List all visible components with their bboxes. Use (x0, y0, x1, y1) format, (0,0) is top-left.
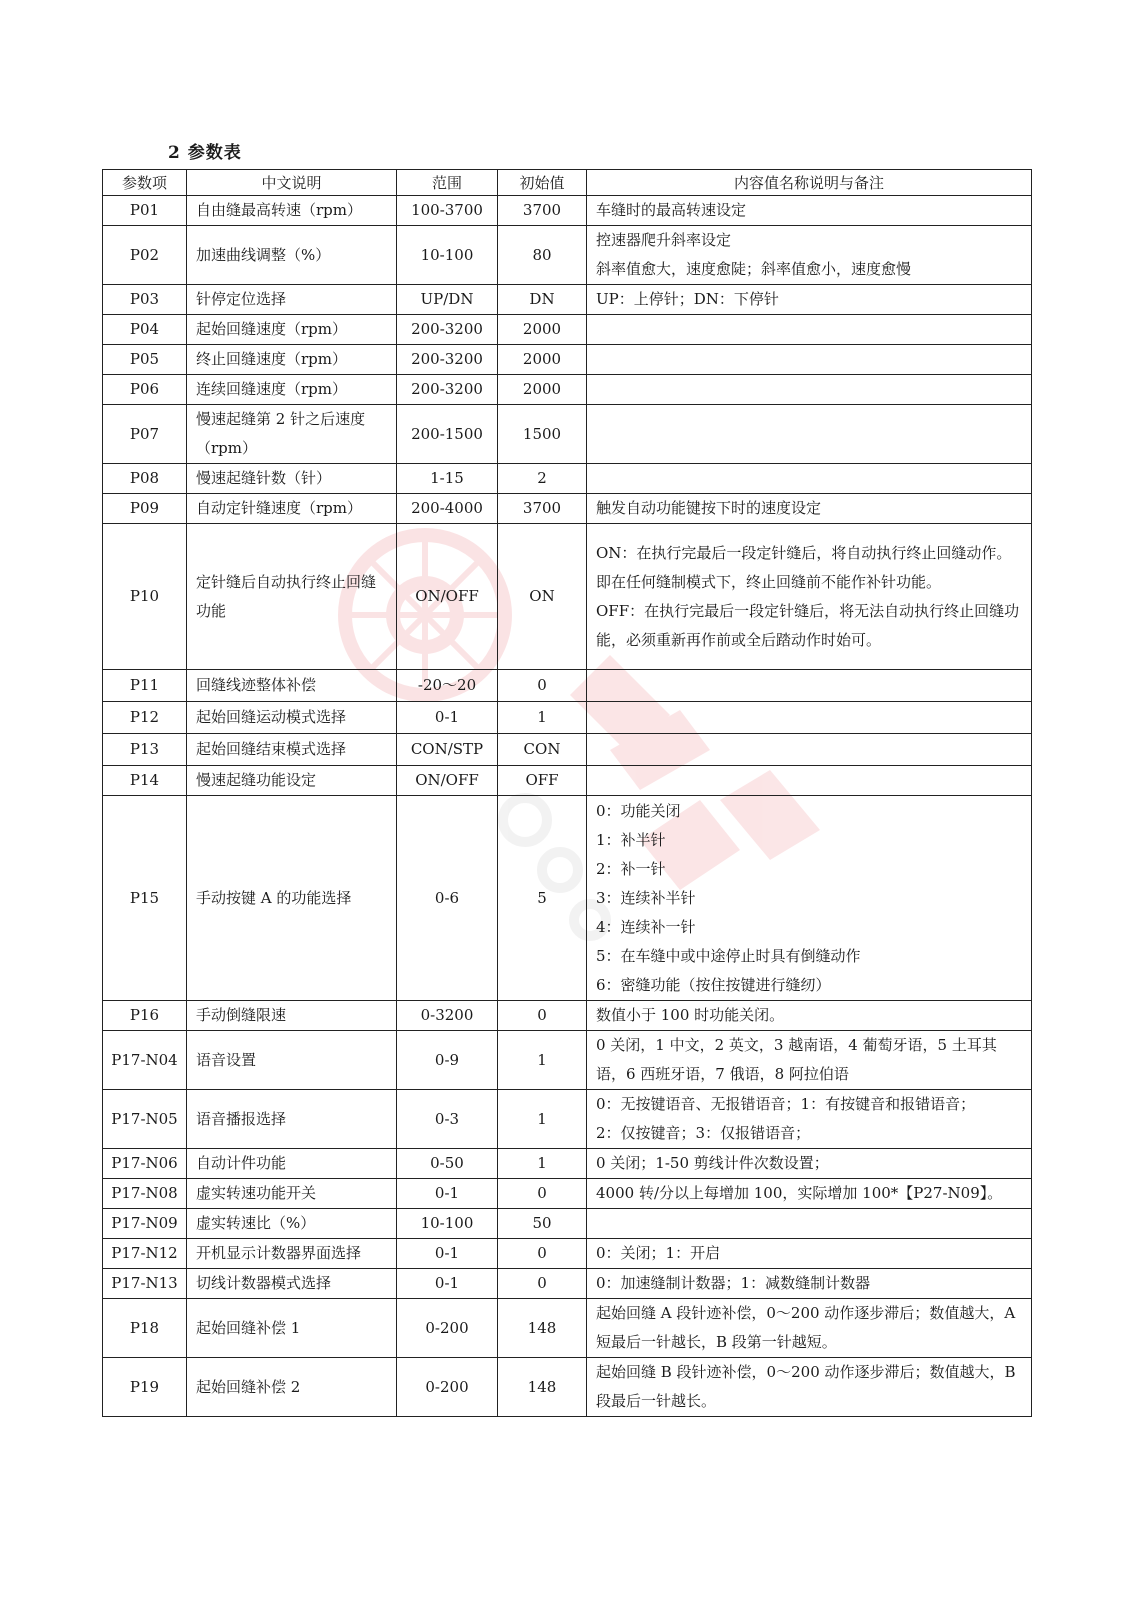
param-id: P13 (103, 734, 187, 766)
parameter-table (102, 169, 1032, 1417)
param-range: 200-4000 (397, 494, 498, 524)
table-row (103, 196, 1032, 226)
header-param-id: 参数项 (103, 170, 187, 196)
param-range: 200-3200 (397, 345, 498, 375)
table-row (103, 1001, 1032, 1031)
param-range: 10-100 (397, 1209, 498, 1239)
param-id: P03 (103, 285, 187, 315)
param-range: ON/OFF (397, 766, 498, 796)
param-default: 0 (498, 1179, 587, 1209)
table-row (103, 315, 1032, 345)
param-name: 慢速起缝第 2 针之后速度（rpm） (187, 405, 397, 464)
param-range: 0-3200 (397, 1001, 498, 1031)
param-default: 0 (498, 670, 587, 702)
param-default: 148 (498, 1299, 587, 1358)
param-default: 3700 (498, 494, 587, 524)
table-row (103, 796, 1032, 1001)
param-id: P17-N12 (103, 1239, 187, 1269)
param-name: 定针缝后自动执行终止回缝功能 (187, 524, 397, 670)
param-range: 0-1 (397, 1269, 498, 1299)
param-name: 自由缝最高转速（rpm） (187, 196, 397, 226)
table-row (103, 524, 1032, 670)
param-default: 0 (498, 1269, 587, 1299)
param-id: P17-N04 (103, 1031, 187, 1090)
table-row (103, 1149, 1032, 1179)
param-default: 2000 (498, 375, 587, 405)
param-range: ON/OFF (397, 524, 498, 670)
header-description: 中文说明 (187, 170, 397, 196)
table-row (103, 1090, 1032, 1149)
param-range: 200-1500 (397, 405, 498, 464)
param-note (587, 702, 1032, 734)
table-row (103, 405, 1032, 464)
param-name: 终止回缝速度（rpm） (187, 345, 397, 375)
param-note (587, 405, 1032, 464)
param-default: 2 (498, 464, 587, 494)
param-name: 慢速起缝针数（针） (187, 464, 397, 494)
table-row (103, 702, 1032, 734)
param-default: CON (498, 734, 587, 766)
param-name: 开机显示计数器界面选择 (187, 1239, 397, 1269)
param-id: P14 (103, 766, 187, 796)
param-note: 0：功能关闭 1：补半针 2：补一针 3：连续补半针 4：连续补一针 5：在车缝中或中途停止时具有倒缝动作 6：密缝功能（按住按键进行缝纫） (587, 796, 1032, 1001)
param-id: P16 (103, 1001, 187, 1031)
param-name: 起始回缝结束模式选择 (187, 734, 397, 766)
param-name: 针停定位选择 (187, 285, 397, 315)
param-name: 自动定针缝速度（rpm） (187, 494, 397, 524)
param-note: 0：无按键语音、无报错语音；1：有按键音和报错语音； 2：仅按键音；3：仅报错语音； (587, 1090, 1032, 1149)
table-row (103, 670, 1032, 702)
table-row (103, 734, 1032, 766)
param-default: 148 (498, 1358, 587, 1417)
param-id: P10 (103, 524, 187, 670)
table-row (103, 1031, 1032, 1090)
param-name: 切线计数器模式选择 (187, 1269, 397, 1299)
param-name: 手动倒缝限速 (187, 1001, 397, 1031)
param-id: P05 (103, 345, 187, 375)
header-default: 初始值 (498, 170, 587, 196)
param-note: 起始回缝 B 段针迹补偿，0～200 动作逐步滞后；数值越大，B 段最后一针越长。 (587, 1358, 1032, 1417)
table-header-row (103, 170, 1032, 196)
param-default: 50 (498, 1209, 587, 1239)
table-row (103, 1299, 1032, 1358)
param-default: 1500 (498, 405, 587, 464)
param-default: ON (498, 524, 587, 670)
param-range: -20～20 (397, 670, 498, 702)
param-range: 0-1 (397, 1239, 498, 1269)
param-range: 0-6 (397, 796, 498, 1001)
param-range: 0-200 (397, 1358, 498, 1417)
param-name: 虚实转速比（%） (187, 1209, 397, 1239)
param-range: 0-3 (397, 1090, 498, 1149)
param-note: 0 关闭；1-50 剪线计件次数设置； (587, 1149, 1032, 1179)
param-default: 1 (498, 702, 587, 734)
param-id: P06 (103, 375, 187, 405)
param-name: 起始回缝补偿 2 (187, 1358, 397, 1417)
param-id: P08 (103, 464, 187, 494)
param-note (587, 670, 1032, 702)
param-id: P12 (103, 702, 187, 734)
param-default: 1 (498, 1149, 587, 1179)
table-row (103, 1358, 1032, 1417)
param-range: 1-15 (397, 464, 498, 494)
param-default: 0 (498, 1239, 587, 1269)
param-id: P11 (103, 670, 187, 702)
param-id: P17-N09 (103, 1209, 187, 1239)
param-note: 车缝时的最高转速设定 (587, 196, 1032, 226)
param-note: UP：上停针；DN：下停针 (587, 285, 1032, 315)
param-range: 0-9 (397, 1031, 498, 1090)
param-default: 3700 (498, 196, 587, 226)
section-title: 2 参数表 (168, 143, 242, 163)
param-range: 0-50 (397, 1149, 498, 1179)
table-row (103, 345, 1032, 375)
param-note: 0：加速缝制计数器；1：减数缝制计数器 (587, 1269, 1032, 1299)
param-default: 5 (498, 796, 587, 1001)
table-row (103, 1269, 1032, 1299)
param-id: P18 (103, 1299, 187, 1358)
param-default: DN (498, 285, 587, 315)
param-note (587, 345, 1032, 375)
param-name: 手动按键 A 的功能选择 (187, 796, 397, 1001)
param-range: 200-3200 (397, 375, 498, 405)
param-range: 200-3200 (397, 315, 498, 345)
param-note: 0 关闭，1 中文，2 英文，3 越南语，4 葡萄牙语，5 土耳其语，6 西班牙语，7 俄语，8 阿拉伯语 (587, 1031, 1032, 1090)
param-default: OFF (498, 766, 587, 796)
param-range: 100-3700 (397, 196, 498, 226)
param-note (587, 1209, 1032, 1239)
param-name: 起始回缝补偿 1 (187, 1299, 397, 1358)
param-note: 0：关闭；1：开启 (587, 1239, 1032, 1269)
table-row (103, 1209, 1032, 1239)
param-id: P17-N08 (103, 1179, 187, 1209)
param-range: CON/STP (397, 734, 498, 766)
param-name: 语音播报选择 (187, 1090, 397, 1149)
param-note: 触发自动功能键按下时的速度设定 (587, 494, 1032, 524)
param-id: P15 (103, 796, 187, 1001)
param-range: 0-1 (397, 1179, 498, 1209)
table-row (103, 1239, 1032, 1269)
param-default: 0 (498, 1001, 587, 1031)
table-row (103, 226, 1032, 285)
param-name: 自动计件功能 (187, 1149, 397, 1179)
param-range: 10-100 (397, 226, 498, 285)
param-name: 加速曲线调整（%） (187, 226, 397, 285)
param-id: P17-N13 (103, 1269, 187, 1299)
param-note (587, 315, 1032, 345)
param-note: 4000 转/分以上每增加 100，实际增加 100*【P27-N09】。 (587, 1179, 1032, 1209)
param-id: P02 (103, 226, 187, 285)
param-note: 起始回缝 A 段针迹补偿，0～200 动作逐步滞后；数值越大，A 短最后一针越长，B 段第一针越短。 (587, 1299, 1032, 1358)
param-note: ON：在执行完最后一段定针缝后，将自动执行终止回缝动作。即在任何缝制模式下，终止回缝前不能作补针功能。 OFF：在执行完最后一段定针缝后，将无法自动执行终止回缝功能，必须重新再作前或全后踏动作时始可。 (587, 524, 1032, 670)
param-id: P17-N06 (103, 1149, 187, 1179)
param-id: P07 (103, 405, 187, 464)
param-default: 2000 (498, 345, 587, 375)
param-id: P09 (103, 494, 187, 524)
param-range: 0-1 (397, 702, 498, 734)
param-id: P17-N05 (103, 1090, 187, 1149)
param-note (587, 766, 1032, 796)
table-row (103, 766, 1032, 796)
param-range: UP/DN (397, 285, 498, 315)
param-name: 起始回缝速度（rpm） (187, 315, 397, 345)
param-id: P04 (103, 315, 187, 345)
table-row (103, 375, 1032, 405)
param-name: 起始回缝运动模式选择 (187, 702, 397, 734)
param-name: 语音设置 (187, 1031, 397, 1090)
table-row (103, 1179, 1032, 1209)
param-default: 1 (498, 1031, 587, 1090)
param-range: 0-200 (397, 1299, 498, 1358)
param-note: 控速器爬升斜率设定 斜率值愈大，速度愈陡；斜率值愈小，速度愈慢 (587, 226, 1032, 285)
header-notes: 内容值名称说明与备注 (587, 170, 1032, 196)
param-name: 回缝线迹整体补偿 (187, 670, 397, 702)
param-note: 数值小于 100 时功能关闭。 (587, 1001, 1032, 1031)
param-id: P01 (103, 196, 187, 226)
param-default: 1 (498, 1090, 587, 1149)
param-name: 虚实转速功能开关 (187, 1179, 397, 1209)
param-default: 2000 (498, 315, 587, 345)
table-row (103, 285, 1032, 315)
param-note (587, 375, 1032, 405)
param-note (587, 464, 1032, 494)
header-range: 范围 (397, 170, 498, 196)
table-row (103, 464, 1032, 494)
param-name: 连续回缝速度（rpm） (187, 375, 397, 405)
param-default: 80 (498, 226, 587, 285)
table-row (103, 494, 1032, 524)
param-id: P19 (103, 1358, 187, 1417)
param-name: 慢速起缝功能设定 (187, 766, 397, 796)
param-note (587, 734, 1032, 766)
